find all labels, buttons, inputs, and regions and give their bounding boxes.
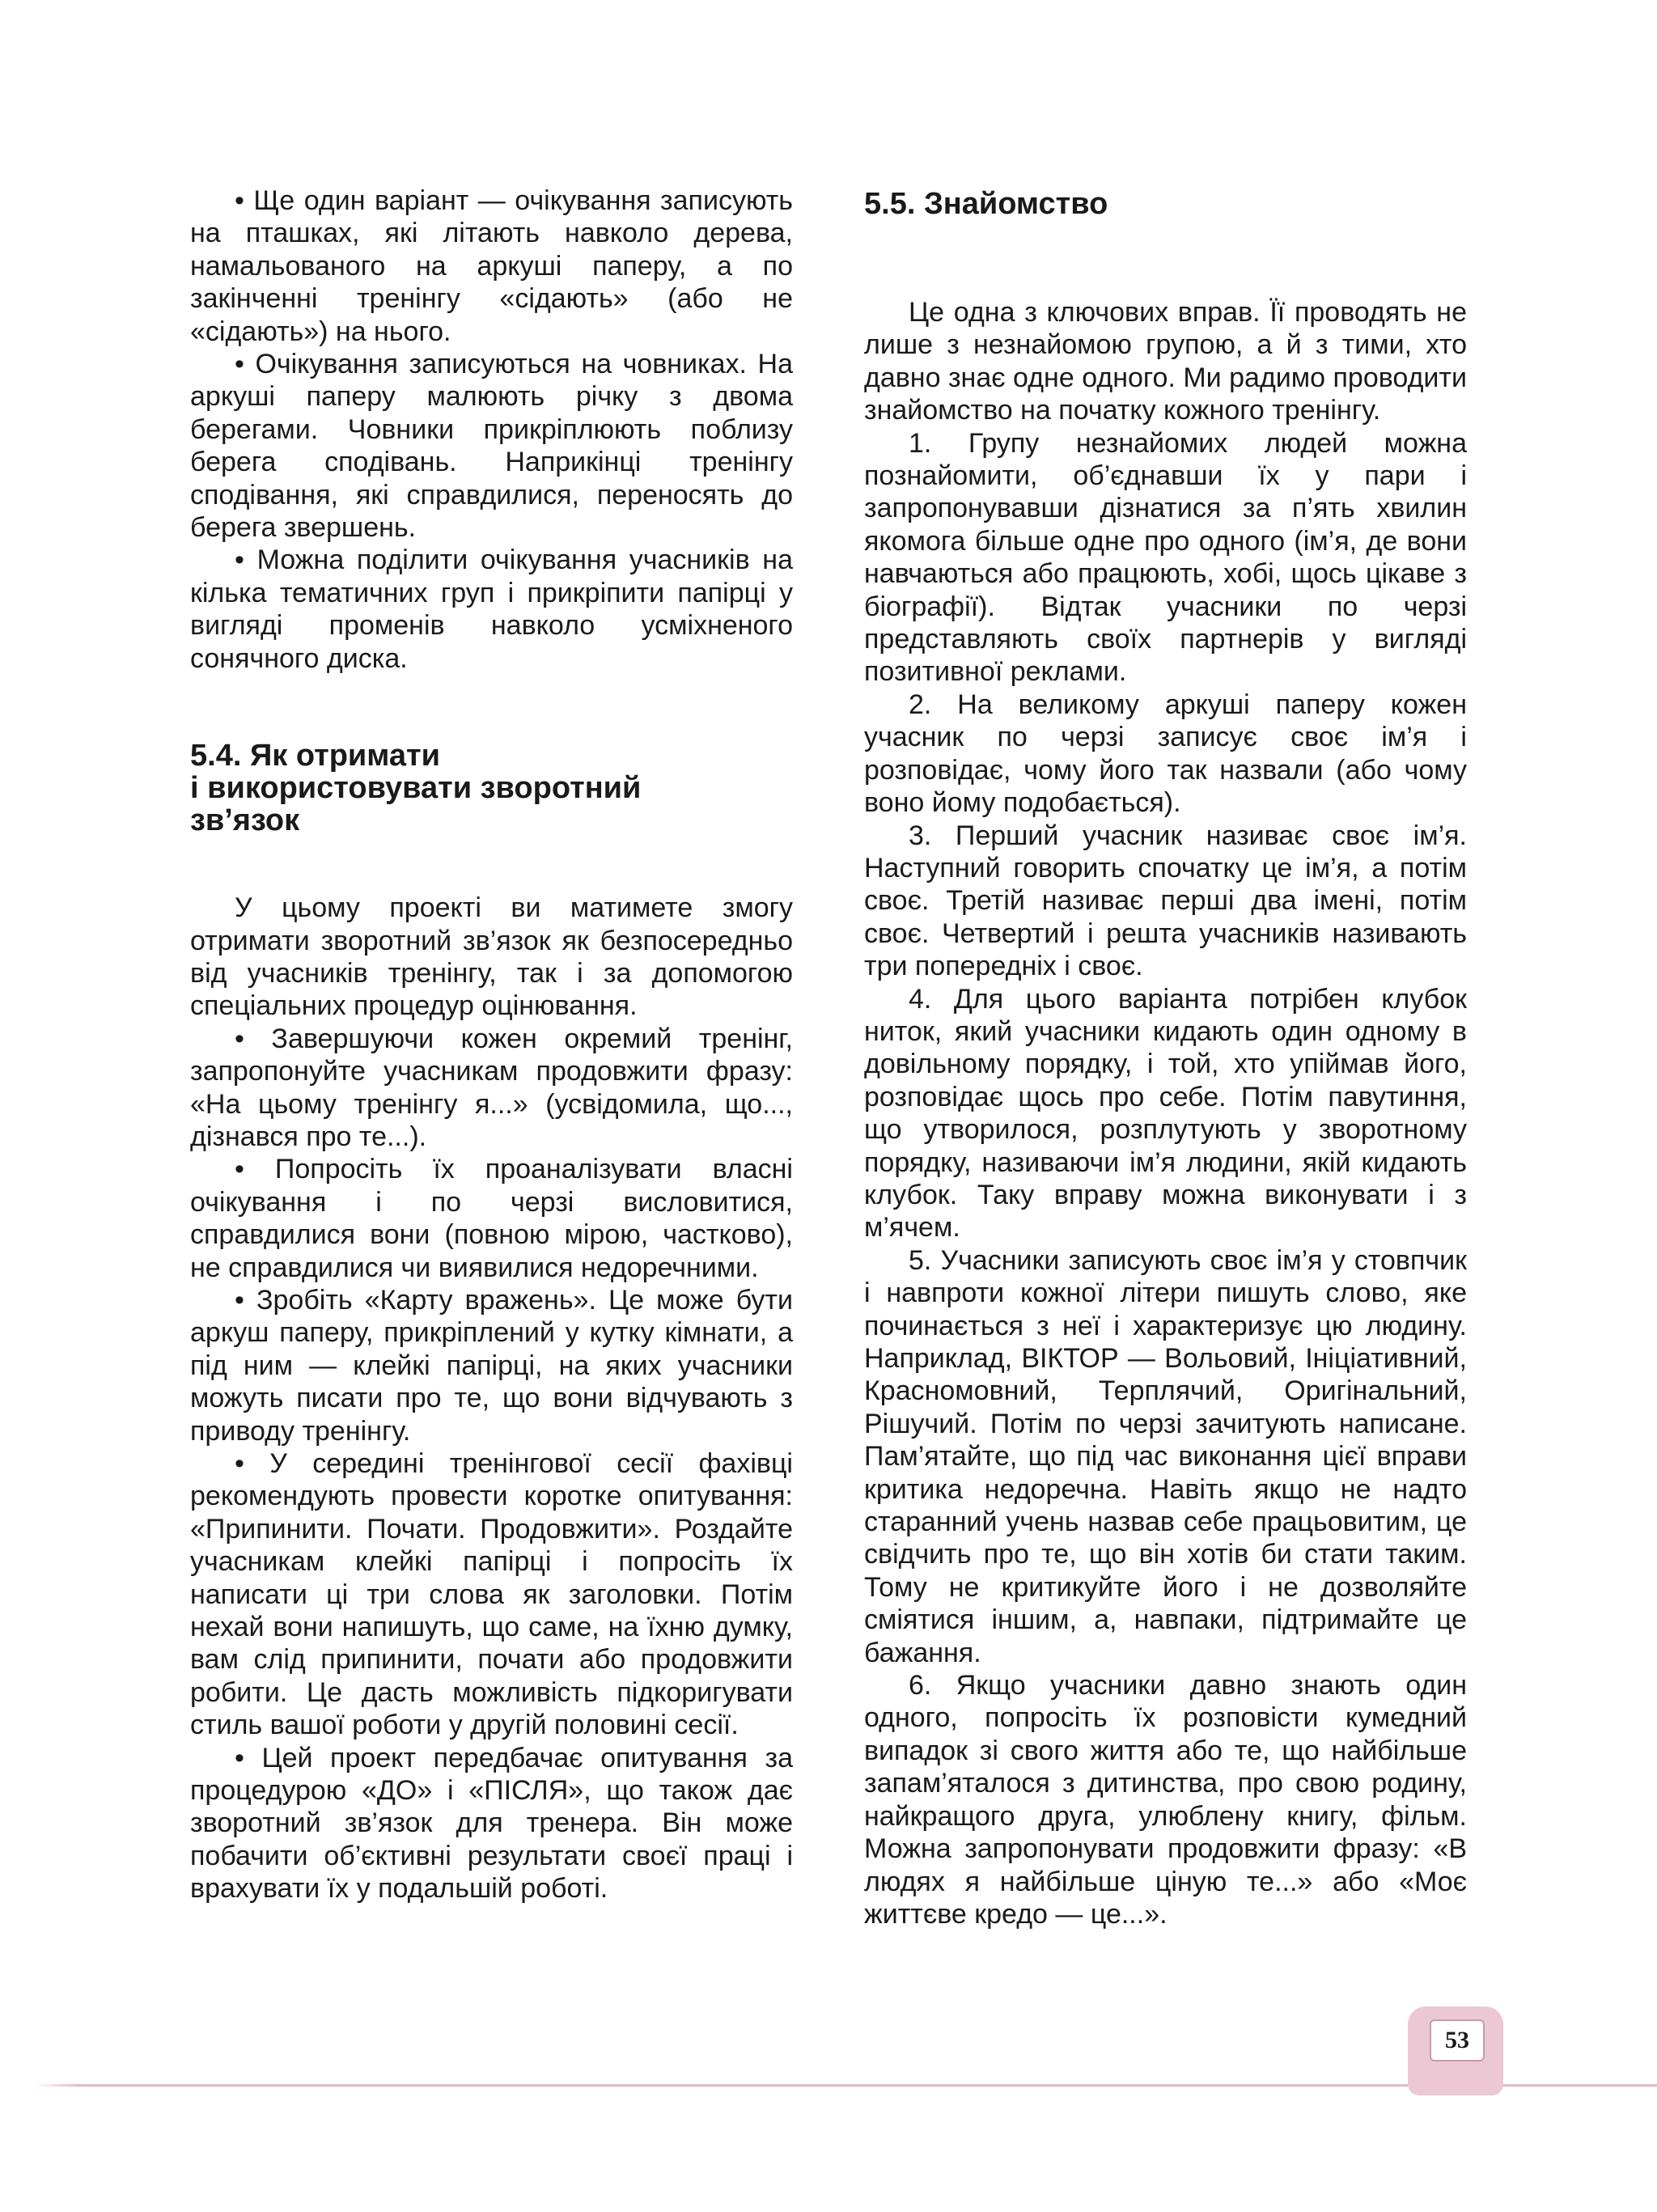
section-5-4-title (190, 739, 793, 837)
section-5-4-bullet: • Завершуючи кожен окремий тренінг, запропонуйте учасникам продовжити фразу: «На цьому тренінгу я...» (усвідомила, що..., дізнався про те...). (190, 1023, 793, 1154)
section-5-4-title-line: 5.4. Як отримати (190, 739, 440, 773)
section-5-5-item: 3. Перший учасник називає своє ім’я. Наступний говорить спочатку це ім’я, а потім своє. Третій називає перші два імені, потім своє. Четвертий і решта учасників називають три попередніх і своє. (864, 820, 1467, 982)
section-5-4-title-line: і використовувати зворотний (190, 771, 642, 806)
section-5-5-item: 1. Групу незнайомих людей можна познайомити, об’єднавши їх у пари і запропонувавши дізнатися за п’ять хвилин якомога більше одне про одного (ім’я, де вони навчаються або працюють, хобі, щось цікаве з біографії). Відтак учасники по черзі представляють своїх партнерів у вигляді позитивної реклами. (864, 427, 1467, 688)
intro-bullet: • Ще один варіант — очікування записують на пташках, які літають навколо дерева, намальованого на аркуші паперу, а по закінченні тренінгу «сідають» (або не «сідають») на нього. (190, 184, 793, 348)
section-5-4-bullet: • Зробіть «Карту вражень». Це може бути аркуш паперу, прикріплений у кутку кімнати, а під ним — клейкі папірці, на яких учасники можуть писати про те, що вони відчувають з приводу тренінгу. (190, 1284, 793, 1447)
section-5-4-lead: У цьому проекті ви матимете змогу отримати зворотний зв’язок як безпосередньо від учасників тренінгу, так і за допомогою спеціальних процедур оцінювання. (190, 892, 793, 1022)
section-5-5-item: 6. Якщо учасники давно знають один одного, попросіть їх розповісти кумедний випадок зі свого життя або те, що найбільше запам’яталося з дитинства, про свою родину, найкращого друга, улюблену книгу, фільм. Можна запропонувати продовжити фразу: «В людях я найбільше ціную те...» або «Моє життєве кредо — це...». (864, 1670, 1467, 1930)
section-5-5-item: 5. Учасники записують своє ім’я у стовпчик і навпроти кожної літери пишуть слово, яке починається з неї і характеризує цю людину. Наприклад, ВІКТОР — Вольовий, Ініціативний, Красномовний, Терплячий, Оригінальний, Рішучий. Потім по черзі зачитують написане. Пам’ятайте, що під час виконання цієї вправи критика недоречна. Навіть якщо не надто старанний учень назвав себе працьовитим, це свідчить про те, що він хотів би стати таким. Тому не критикуйте його і не дозволяйте сміятися іншим, а, навпаки, підтримайте це бажання. (864, 1244, 1467, 1668)
left-column (190, 184, 793, 1905)
section-5-4-bullet: • Цей проект передбачає опитування за процедурою «ДО» і «ПІСЛЯ», що також дає зворотний зв’язок для тренера. Він може побачити об’єктивні результати своєї праці і врахувати їх у подальшій роботі. (190, 1742, 793, 1905)
section-5-4-bullet: • У середині тренінгової сесії фахівці рекомендують провести коротке опитування: «Припинити. Почати. Продовжити». Роздайте учасникам клейкі папірці і попросіть їх написати ці три слова як заголовки. Потім нехай вони напишуть, що саме, на їхню думку, вам слід припинити, почати або продовжити робити. Це дасть можливість підкоригувати стиль вашої роботи у другій половині сесії. (190, 1447, 793, 1742)
section-5-5-item: 4. Для цього варіанта потрібен клубок ниток, який учасники кидають один одному в довільному порядку, і той, хто упіймав його, розповідає щось про себе. Потім павутиння, що утворилося, розплутують у зворотному порядку, називаючи ім’я людини, якій кидають клубок. Таку вправу можна виконувати і з м’ячем. (864, 983, 1467, 1244)
section-5-5-intro: Це одна з ключових вправ. Її проводять не лише з незнайомою групою, а й з тими, хто давно знає одне одного. Ми радимо проводити знайомство на початку кожного тренінгу. (864, 297, 1467, 426)
intro-bullet: • Можна поділити очікування учасників на кілька тематичних груп і прикріпити папірці у вигляді променів навколо усміхненого сонячного диска. (190, 544, 793, 675)
intro-bullet: • Очікування записуються на човниках. На аркуші паперу малюють річку з двома берегами. Човники прикріплюють поблизу берега сподівань. Наприкінці тренінгу сподівання, які справдилися, переносять до берега звершень. (190, 348, 793, 544)
section-5-4-title-line: зв’язок (190, 803, 300, 838)
section-5-4-bullet: • Попросіть їх проаналізувати власні очікування і по черзі висловитися, справдилися вони (повною мірою, частково), не справдилися чи виявилися недоречними. (190, 1153, 793, 1284)
right-column (864, 184, 1467, 1930)
section-5-5-item: 2. На великому аркуші паперу кожен учасник по черзі записує своє ім’я і розповідає, чому його так назвали (або чому воно йому подобається). (864, 689, 1467, 819)
page-number: 53 (1430, 2019, 1485, 2062)
section-5-5-title: 5.5. Знайомство (864, 187, 1108, 221)
